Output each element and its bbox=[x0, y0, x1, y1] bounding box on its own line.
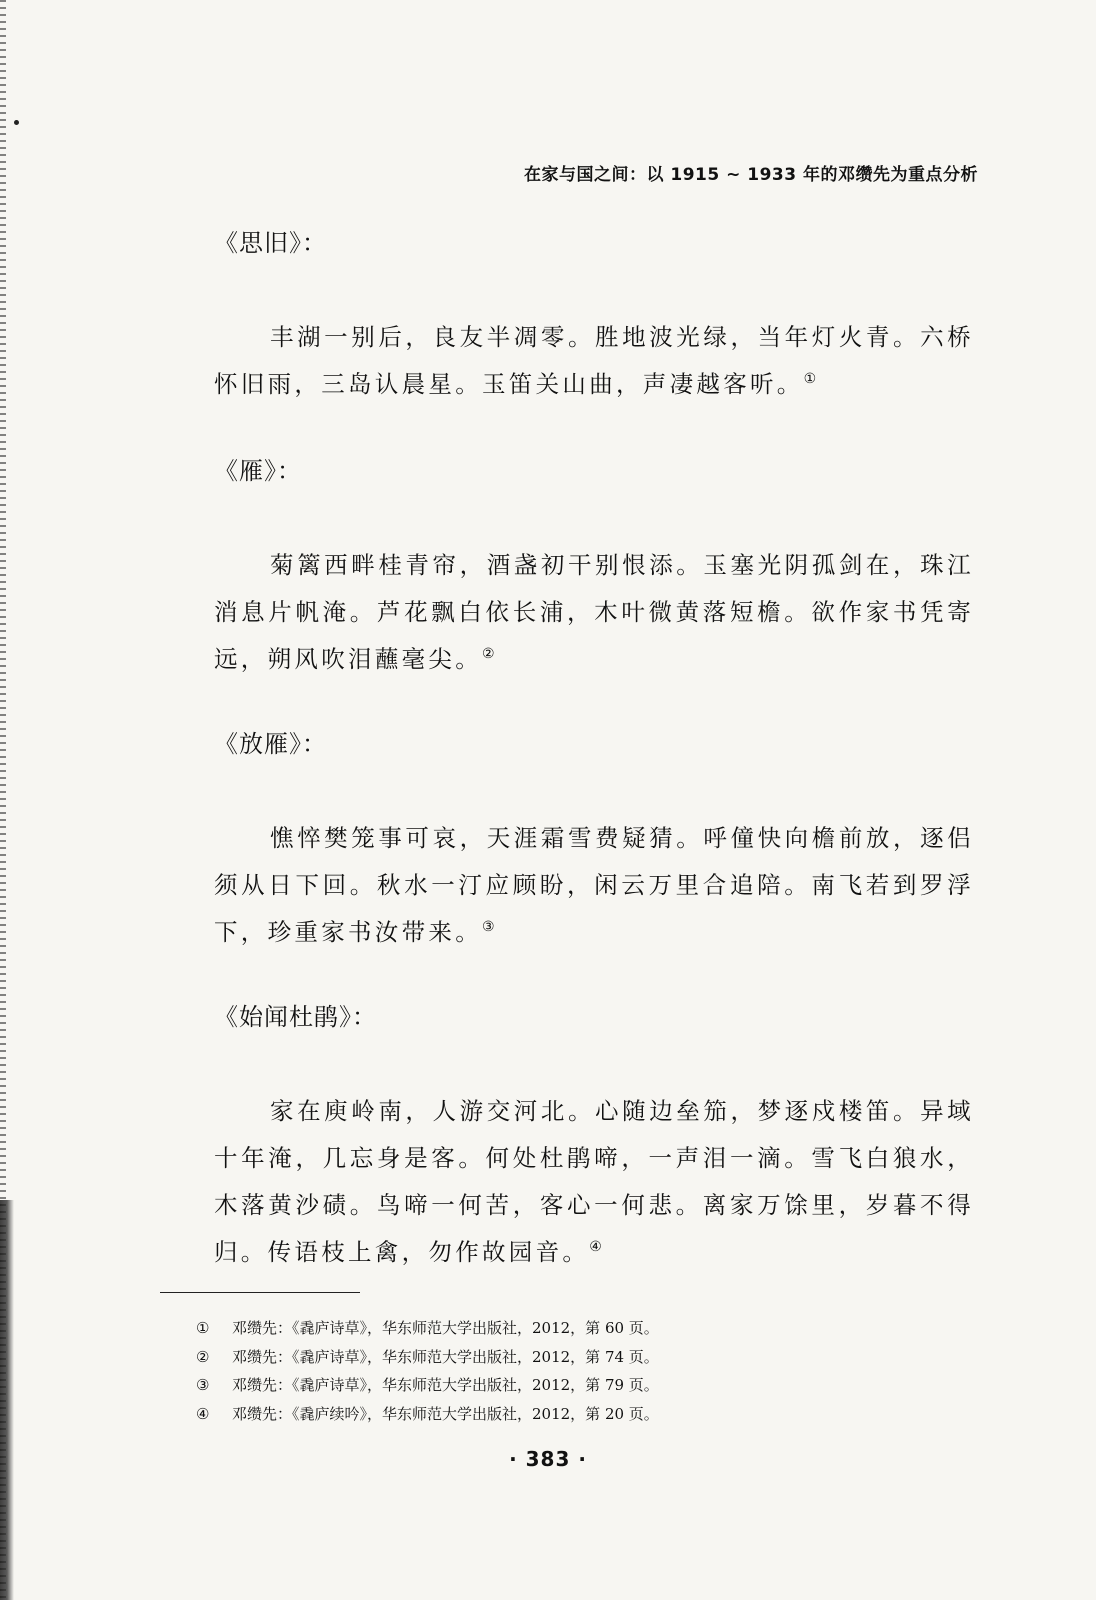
poem-title: 《雁》： bbox=[214, 457, 302, 485]
footnote-ref[interactable]: ③ bbox=[482, 919, 495, 935]
poem-body bbox=[214, 314, 974, 408]
poem-block bbox=[214, 226, 974, 408]
poem-title: 《思旧》： bbox=[214, 229, 327, 257]
footnote-item bbox=[196, 1314, 896, 1343]
running-header: 在家与国之间：以 1915 ~ 1933 年的邓缵先为重点分析 bbox=[523, 165, 978, 185]
footnote-item bbox=[196, 1371, 896, 1400]
poem-text: 丰湖一别后，良友半凋零。胜地波光绿，当年灯火青。六桥怀旧雨，三岛认晨星。玉笛关山曲，声凄越客听。 bbox=[214, 323, 974, 398]
footnotes bbox=[196, 1314, 896, 1428]
footnote-ref[interactable]: ① bbox=[803, 371, 817, 387]
poem-title: 《始闻杜鹃》： bbox=[214, 1003, 377, 1031]
footnote-text: 邓缵先：《毳庐续吟》，华东师范大学出版社，2012，第 20 页。 bbox=[232, 1404, 659, 1423]
footnote-text: 邓缵先：《毳庐诗草》，华东师范大学出版社，2012，第 79 页。 bbox=[232, 1376, 659, 1394]
poem-title: 《放雁》： bbox=[214, 730, 327, 758]
poem-body bbox=[214, 542, 974, 683]
footnote-mark: ② bbox=[196, 1347, 210, 1366]
footnote-mark: ③ bbox=[196, 1376, 210, 1394]
poem-block bbox=[214, 1000, 974, 1276]
poem-text: 憔悴樊笼事可哀，天涯霜雪费疑猜。呼僮快向檐前放，逐侣须从日下回。秋水一汀应顾盼，闲云万里合追陪。南飞若到罗浮下，珍重家书汝带来。 bbox=[214, 824, 974, 946]
scan-speck bbox=[14, 120, 19, 125]
footnote-mark: ④ bbox=[196, 1404, 210, 1423]
poem-text: 家在庾岭南，人游交河北。心随边垒笳，梦逐戍楼笛。异域十年淹，几忘身是客。何处杜鹃啼，一声泪一滴。雪飞白狼水，木落黄沙碛。鸟啼一何苦，客心一何悲。离家万馀里，岁暮不得归。传语枝上禽，勿作故园音。 bbox=[214, 1097, 974, 1266]
footnote-item bbox=[196, 1400, 896, 1429]
footnote-text: 邓缵先：《毳庐诗草》，华东师范大学出版社，2012，第 74 页。 bbox=[232, 1347, 659, 1366]
poem-block bbox=[214, 727, 974, 956]
footnote-ref[interactable]: ④ bbox=[589, 1239, 602, 1255]
poem-block bbox=[214, 454, 974, 683]
main-content bbox=[214, 226, 974, 1276]
footnote-divider bbox=[160, 1292, 360, 1293]
footnote-mark: ① bbox=[196, 1319, 210, 1337]
scan-shadow bbox=[0, 1200, 14, 1600]
footnote-ref[interactable]: ② bbox=[482, 646, 495, 662]
footnote-text: 邓缵先：《毳庐诗草》，华东师范大学出版社，2012，第 60 页。 bbox=[232, 1319, 659, 1337]
page-number: · 383 · bbox=[509, 1447, 587, 1471]
poem-body bbox=[214, 815, 974, 956]
poem-body bbox=[214, 1088, 974, 1276]
footnote-item bbox=[196, 1343, 896, 1372]
poem-text: 菊篱西畔桂青帘，酒盏初干别恨添。玉塞光阴孤剑在，珠江消息片帆淹。芦花飘白依长浦，木叶微黄落短檐。欲作家书凭寄远，朔风吹泪蘸毫尖。 bbox=[214, 551, 974, 673]
